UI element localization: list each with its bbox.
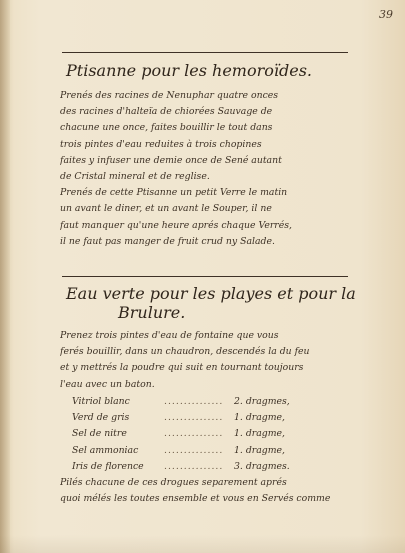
section-divider-rule (62, 276, 348, 277)
ingredient-quantity: 1. dragme, (234, 444, 285, 456)
ingredient-quantity: 2. dragmes, (234, 396, 290, 407)
section1-line: un avant le diner, et un avant le Souper, il ne (60, 203, 272, 215)
section2-title-line2: Brulure. (118, 303, 186, 322)
section2-closing-line: quoi mélés les toutes ensemble et vous en Servés comme (60, 493, 331, 505)
leader-dots: ............... (164, 412, 224, 424)
ingredient-name: Sel ammoniac (72, 444, 139, 456)
page-number: 39 (379, 8, 393, 21)
ingredient-row (72, 443, 322, 459)
ingredient-row (72, 459, 322, 475)
section1-line: de Cristal mineral et de reglise. (60, 170, 210, 182)
ingredients-list (72, 394, 322, 475)
section1-line: chacune une once, faites bouillir le tout dans (60, 122, 273, 134)
ingredient-name: Verd de gris (72, 412, 130, 424)
leader-dots: ............... (164, 444, 224, 456)
ingredient-quantity: 3. dragmes. (234, 460, 290, 472)
section1-line: faites y infuser une demie once de Sené autant (60, 154, 282, 166)
section2-intro-line: l'eau avec un baton. (60, 378, 155, 390)
ingredient-quantity: 1. dragme, (234, 428, 285, 440)
section1-line: il ne faut pas manger de fruit crud ny Salade. (60, 235, 275, 247)
top-rule (62, 52, 348, 53)
section1-line: des racines d'halteïa de chiorées Sauvage de (60, 106, 273, 118)
leader-dots: ............... (164, 428, 224, 440)
ingredient-row (72, 394, 322, 410)
section1-title: Ptisanne pour les hemoroïdes. (66, 61, 313, 80)
ingredient-quantity: 1. dragme, (234, 412, 285, 424)
section2-intro (60, 328, 360, 393)
ingredient-name: Vitriol blanc (72, 396, 130, 407)
section1-line: Prenés de cette Ptisanne un petit Verre le matin (60, 187, 288, 199)
leader-dots: ............... (164, 460, 224, 472)
section2-closing (60, 475, 360, 507)
ingredient-row (72, 410, 322, 426)
section2-title: Eau verte pour les playes et pour la (66, 284, 356, 303)
section1-body (60, 88, 360, 250)
section1-line: faut manquer qu'une heure aprés chaque Verrés, (60, 219, 292, 231)
section1-line: trois pintes d'eau reduites à trois chopines (60, 138, 262, 150)
section2-intro-line: et y mettrés la poudre qui suit en tournant toujours (60, 362, 304, 374)
section2-closing-line: Pilés chacune de ces drogues separement aprés (60, 477, 287, 488)
section2-intro-line: ferés bouillir, dans un chaudron, descendés la du feu (60, 346, 310, 358)
ingredient-name: Sel de nitre (72, 428, 127, 440)
section2-intro-line: Prenez trois pintes d'eau de fontaine que vous (60, 330, 279, 341)
binding-gutter (0, 0, 10, 553)
ingredient-name: Iris de florence (72, 460, 144, 472)
section1-line: Prenés des racines de Nenuphar quatre onces (60, 90, 279, 101)
leader-dots: ............... (164, 396, 224, 407)
ingredient-row (72, 426, 322, 442)
page-bottom-shading (0, 535, 405, 553)
